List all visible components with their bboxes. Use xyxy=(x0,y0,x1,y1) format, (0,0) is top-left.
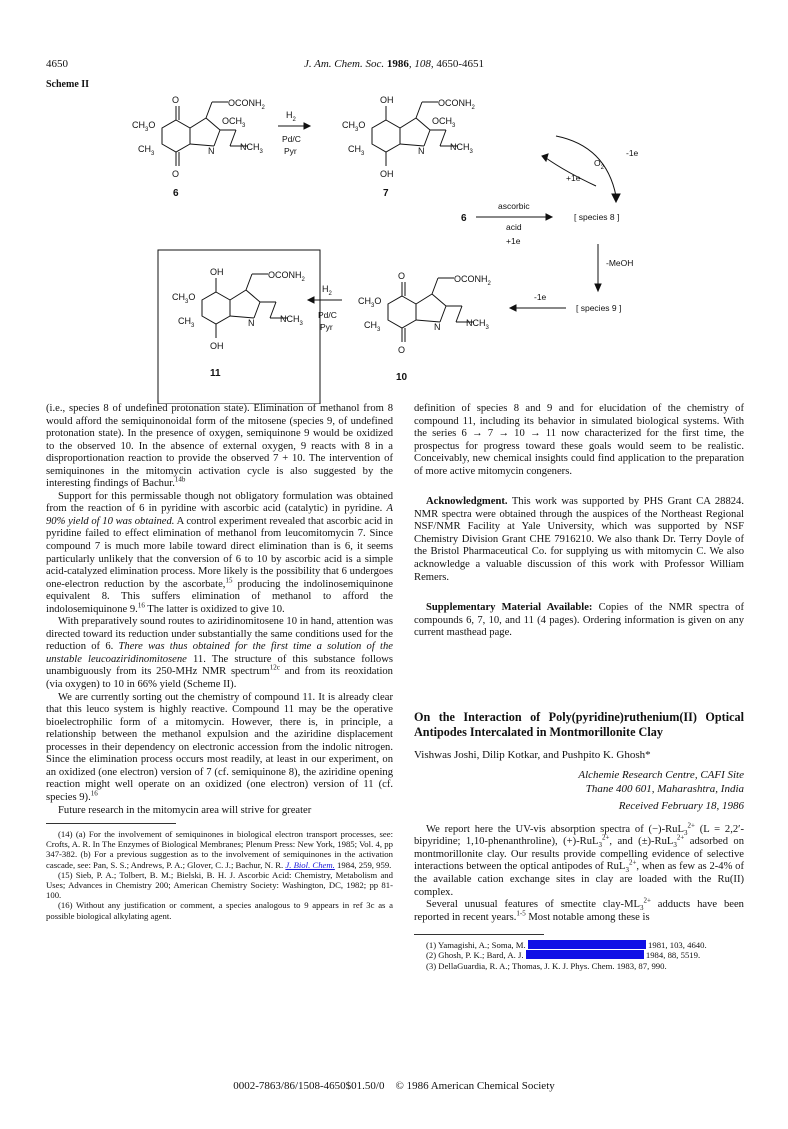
supplementary-material: Supplementary Material Available: Copies of the NMR spectra of compounds 6, 7, 10, and 11 (4 pages). Ordering information is given on any current masthead page. xyxy=(414,602,744,639)
affiliation-line-1: Alchemie Research Centre, CAFI Site xyxy=(578,769,744,782)
left-column xyxy=(46,403,393,921)
reagent-plus1e-mid: +1e xyxy=(506,236,521,246)
journal-header: J. Am. Chem. Soc. 1986, 108, 4650-4651 xyxy=(303,58,485,70)
reagent-h2-2: $H_2$ xyxy=(322,284,332,297)
footnote-3: (3) DellaGuardia, R. A.; Thomas, J. K. J. Phys. Chem. 1983, 87, 990. xyxy=(426,960,667,971)
reagent-acid: acid xyxy=(506,222,522,232)
received-date: Received February 18, 1986 xyxy=(618,800,744,813)
footnote-2: (2) Ghosh, P. K.; Bard, A. J. 1984, 88, 5519. xyxy=(426,950,701,961)
s10-o-top: O xyxy=(398,271,406,281)
s10-ch3: $CH_3$ xyxy=(364,320,381,333)
compound-7-structure xyxy=(342,95,476,199)
footnote-16: (16) Without any justification or comment, a species analogous to 9 appears in ref 3c as a possible biological alkylating agent. xyxy=(46,900,393,921)
s10-oconh2: $OCONH_2$ xyxy=(454,274,491,287)
affiliation-line-2: Thane 400 601, Maharashtra, India xyxy=(585,782,744,795)
s11-oconh2: $OCONH_2$ xyxy=(268,270,305,283)
reagent-pdc-1: Pd/C xyxy=(282,134,301,144)
s7-ch3: $CH_3$ xyxy=(348,144,365,157)
label-compound-6-b: 6 xyxy=(461,213,467,224)
s11-oh-top: OH xyxy=(210,267,224,277)
reagent-pyr-1: Pyr xyxy=(284,146,297,156)
s10-n: N xyxy=(434,322,441,332)
journal-volume: 108 xyxy=(414,58,431,70)
label-compound-6: 6 xyxy=(173,188,179,199)
reagent-h2-1: $H_2$ xyxy=(286,110,296,123)
s7-ch3o: $CH_3O$ xyxy=(342,120,366,133)
s7-och3: $OCH_3$ xyxy=(432,116,456,129)
reaction-scheme xyxy=(46,86,746,404)
right-para-1: definition of species 8 and 9 and for elucidation of the chemistry of compound 11, including its behavior in simulated biological systems. With the series 6 → 7 → 10 → 11 now characterized for the first time, the prospectus for progress toward these goals would seem to be realistic. Conceivably, new chemical insights could find application to the preparation of more active mitomycin congeners. xyxy=(414,403,744,477)
reagent-ascorbic: ascorbic xyxy=(498,201,530,211)
reagent-plus1e-top: +1e xyxy=(566,173,581,183)
label-compound-11: 11 xyxy=(210,368,221,379)
reagent-meoh: -MeOH xyxy=(606,258,634,268)
s7-oh-top: OH xyxy=(380,95,394,105)
s7-oh-bottom: OH xyxy=(380,169,394,179)
left-para-2: Support for this permissable though not obligatory formulation was obtained from the reaction of 6 in pyridine with ascorbic acid (catalytic) in pyridine. A 90% yield of 10 was obtained. A control experiment revealed that ascorbic acid in pyridine failed to effect elimination of methanol from leucomitomycin 7. Since compound 7 is much more labile toward direct elimination than is 6, it seems particularly unlikely that the conversion of 6 to 10 by ascorbic acid is a simple acid-catalyzed elimination process. More likely is the possibility that 6 undergoes one-electron reduction by the ascorbate,$^{15}$ producing the indolinosemiquinone equivalent 8. This suffers elimination of methanol to afford the indolosemiquinone 9.16 The latter is oxidized to give 10. xyxy=(46,490,394,615)
s6-o-bottom: O xyxy=(172,169,180,179)
s7-oconh2: $OCONH_2$ xyxy=(438,98,475,111)
doi-link-jbiolchem[interactable]: J. Biol. Chem. xyxy=(285,859,335,870)
left-para-1: (i.e., species 8 of undefined protonation state). Elimination of methanol from 8 would afford the semiquinonoidal form of the mitosene (species 9, of undefined protonation state). In the presence of oxygen, semiquinone 9 would be oxidized to the observed 10. In the absence of external oxygen, 9 reacts with 8 in a disproportionation reaction to provide the observed 7 + 10. The intervention of semiquinones in the mitomycin activation cycle is also suggested by the interesting findings of Bachur.$^{14b}$ xyxy=(46,403,393,490)
reagent-minus1e-mid: -1e xyxy=(534,292,547,302)
scheme-label: Scheme II xyxy=(46,79,90,90)
acknowledgment: Acknowledgment. This work was supported by PHS Grant CA 28824. NMR spectra were obtained through the auspices of the Northeast Regional NSF/NMR Facility at Yale University, which was supported by NSF Chemistry Division Grant CHE 7916210. We also thank Dr. Terry Doyle of the Bristol Pharmaceutical Co. for supplying us with mitomycin C. We also acknowledge a valuable discussion of this work with Professor William Remers. xyxy=(414,496,744,583)
s11-oh-bottom: OH xyxy=(210,341,224,351)
compound-6-structure xyxy=(132,95,266,199)
s10-o-bottom: O xyxy=(398,345,406,355)
left-para-4: We are currently sorting out the chemistry of compound 11. It is already clear that this leuco system is highly reactive. Compound 11 may be the operative bioelectrophilic form of a mitomycin. However, there is, in principle, a relationship between the methanol expulsion and the aziridine displacement processes in their dependency on electronic accession from the indolic nitrogen. Since the elimination process occurs most readily, at least in our experiment, on an oxidized (one electron) version of 7 (cf. semiquinone 8), the aziridine opening reaction might well operate on an oxidized (one electron) version of 11 (cf. species 9).$^{16}$ xyxy=(46,691,393,803)
page-number: 4650 xyxy=(46,58,68,70)
footer-code: 0002-7863/86/1508-4650$01.50/0 xyxy=(233,1080,385,1092)
redacted-highlight xyxy=(528,940,646,949)
redacted-highlight xyxy=(526,950,644,959)
compound-10-structure xyxy=(358,271,492,383)
s6-oconh2: $OCONH_2$ xyxy=(228,98,265,111)
right-column xyxy=(414,403,744,971)
s6-ch3: $CH_3$ xyxy=(138,144,155,157)
footnote-14: (14) (a) For the involvement of semiquinones in biological electron transport processes, see: Crofts, A. R. In The Enzymes of Biological Membranes; Plenum Press: New York, 1985; Vol. 4, pp 347-382. (b) For a previous suggestion as to the involvement of semiquinones in the activation cascade, see: Pan, S. S.; Andrews, P. A.; Glover, C. J.; Bachur, N. R. J. Biol. Chem. 1984, 259, 959. xyxy=(46,829,393,870)
s11-n: N xyxy=(248,318,255,328)
arrow-minus1e xyxy=(556,136,616,196)
footnote-1: (1) Yamagishi, A.; Soma, M. 1981, 103, 4640. xyxy=(426,940,707,951)
abstract-para-2: Several unusual features of smectite clay-$ML_3^{2+}$ adducts have been reported in recent years.$^{1-5}$ Most notable among these is xyxy=(414,896,744,923)
s7-nch3: $NCH_3$ xyxy=(450,142,473,155)
s11-nch3: $NCH_3$ xyxy=(280,314,303,327)
journal-name: J. Am. Chem. Soc. xyxy=(303,58,385,70)
s10-ch3o: $CH_3O$ xyxy=(358,296,382,309)
label-compound-7: 7 xyxy=(383,188,389,199)
s6-n: N xyxy=(208,146,215,156)
s7-n: N xyxy=(418,146,425,156)
species-9: [ species 9 ] xyxy=(576,303,622,313)
footnote-rule-right xyxy=(414,934,544,935)
abstract-para-1: We report here the UV-vis absorption spectra of (−)-RuL$_3^{2+}$ (L = 2,2′-bipyridine; 1,10-phenanthroline), (+)-RuL$_3^{2+}$, and (±)-RuL$_3^{2+}$ adsorbed on montmorillonite clay. Our results provide compelling evidence of selective interactions between the optical antipodes of RuL$_3^{2+}$, when as few as 2-4% of the available cation exchange sites in clay are loaded with the Ru(II) complex. xyxy=(414,821,744,898)
article-title: On the Interaction of Poly(pyridine)ruthenium(II) Optical Antipodes Intercalated in Montmorillonite Clay xyxy=(414,709,744,739)
s6-o-top: O xyxy=(172,95,180,105)
label-compound-10: 10 xyxy=(396,372,408,383)
reagent-pdc-2: Pd/C xyxy=(318,310,337,320)
footer-copyright: © 1986 American Chemical Society xyxy=(395,1080,555,1092)
page-footer xyxy=(0,1080,788,1092)
s11-ch3o: $CH_3O$ xyxy=(172,292,196,305)
reagent-minus1e-top: -1e xyxy=(626,148,639,158)
s11-ch3: $CH_3$ xyxy=(178,316,195,329)
s6-ch3o: $CH_3O$ xyxy=(132,120,156,133)
species-8: [ species 8 ] xyxy=(574,212,620,222)
journal-year: 1986 xyxy=(386,58,409,70)
compound-11-structure xyxy=(172,267,306,379)
s10-nch3: $NCH_3$ xyxy=(466,318,489,331)
footnote-rule xyxy=(46,823,176,824)
reagent-pyr-2: Pyr xyxy=(320,322,333,332)
s6-och3: $OCH_3$ xyxy=(222,116,246,129)
authors: Vishwas Joshi, Dilip Kotkar, and Pushpito K. Ghosh* xyxy=(414,748,651,761)
s6-nch3: $NCH_3$ xyxy=(240,142,263,155)
footnote-15: (15) Sieb, P. A.; Tolbert, B. M.; Bielski, B. H. J. Ascorbic Acid: Chemistry, Metabolism and Uses; Advances in Chemistry 200; American Chemistry Society: Washington, DC, 1982; pp 81-100. xyxy=(46,869,393,901)
left-para-3: With preparatively sound routes to aziridinomitosene 10 in hand, attention was directed toward its reduction under substantially the same conditions used for the reduction of 6. There was thus obtained for the first time a solution of the unstable leucoaziridinomitosene 11. The structure of this substance follows unambiguously from its 250-MHz NMR spectrum$^{12c}$ and from its reoxidation (via oxygen) to 10 in 66% yield (Scheme II). xyxy=(46,616,393,691)
reagent-o2: $O_2$ xyxy=(594,158,604,171)
journal-pages: 4650-4651 xyxy=(436,58,485,70)
left-para-5: Future research in the mitomycin area will strive for greater xyxy=(58,804,312,816)
